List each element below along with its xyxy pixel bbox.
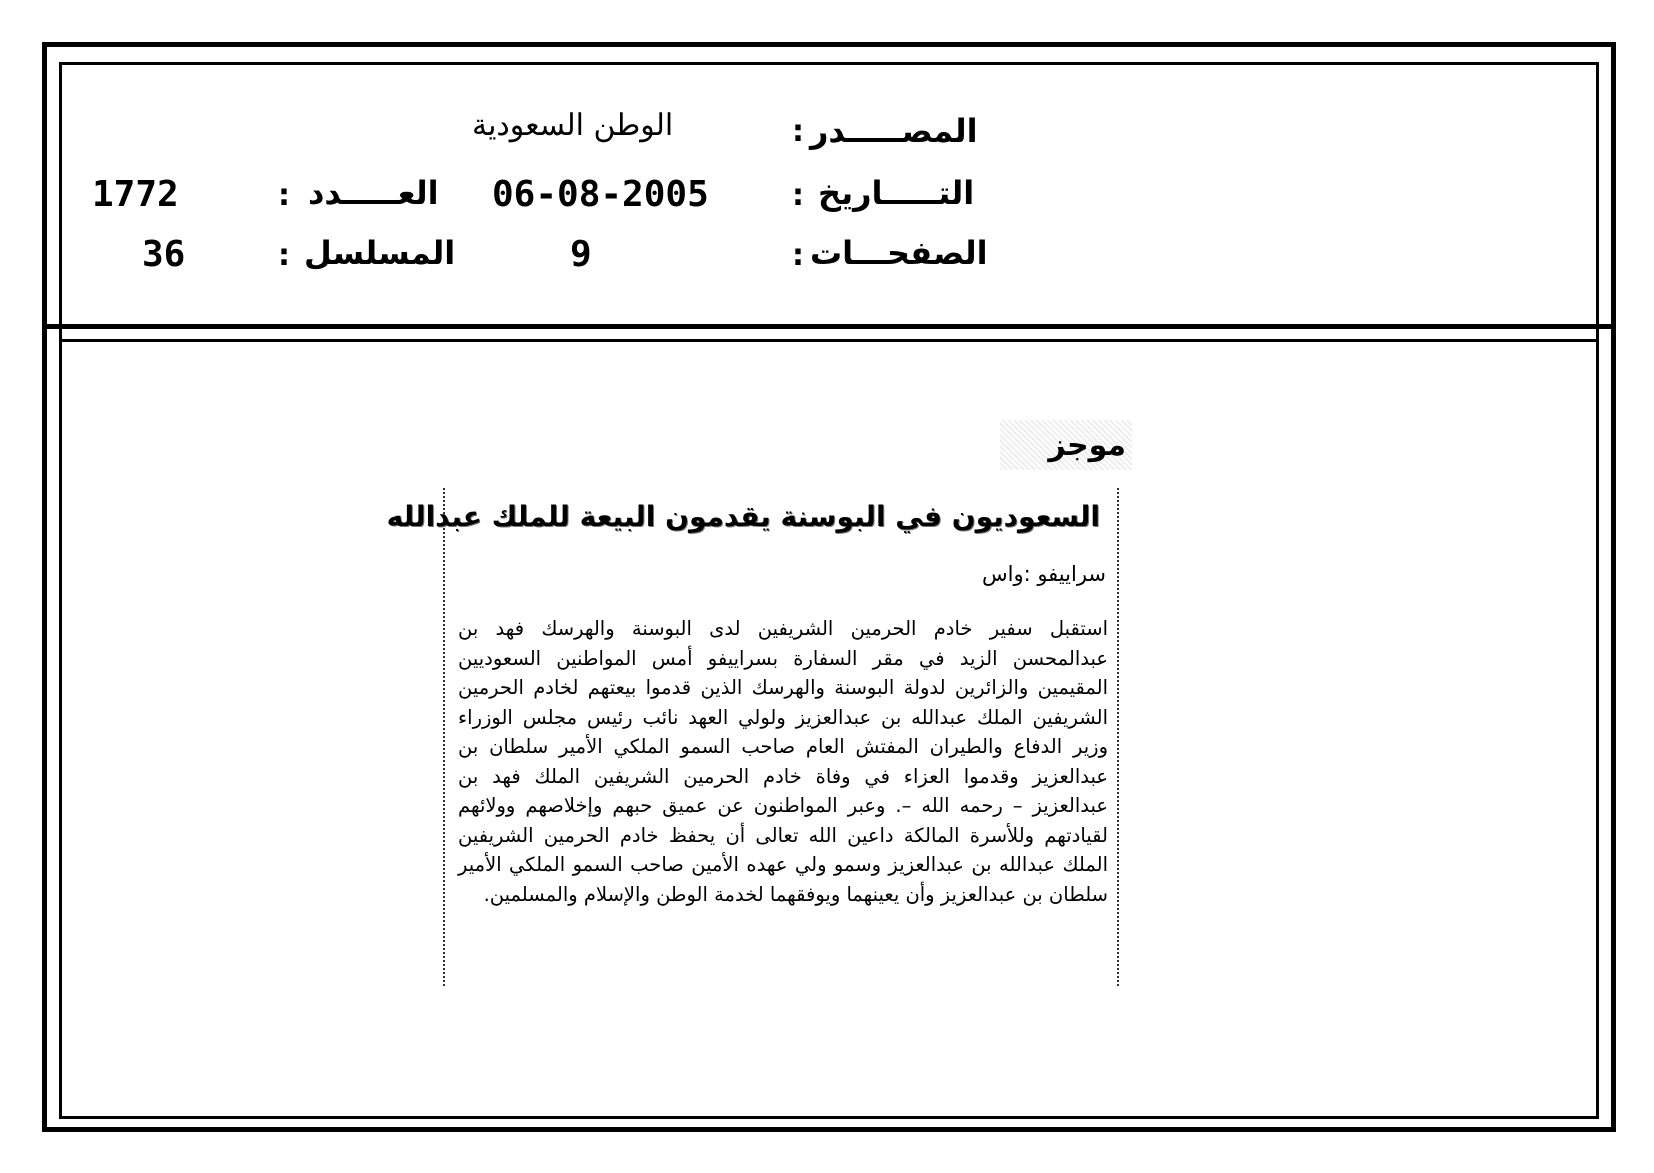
pages-label: الصفحـــات (810, 234, 988, 272)
issue-value: 1772 (92, 174, 179, 215)
pages-value: 9 (570, 234, 592, 275)
date-value: 06-08-2005 (492, 174, 709, 215)
serial-label: المسلسل (304, 234, 456, 272)
serial-value: 36 (142, 234, 186, 275)
section-label: موجز (1048, 427, 1126, 463)
article-body: استقبل سفير خادم الحرمين الشريفين لدى البوسنة والهرسك فهد بن عبدالمحسن الزيد في مقر السفارة بسراييفو أمس المواطنين السعوديين المقيمين والزائرين لدولة البوسنة والهرسك الذين قدموا بيعتهم لخادم الحرمين الشريفين الملك عبدالله بن عبدالعزيز ولولي العهد نائب رئيس مجلس الوزراء وزير الدفاع والطيران المفتش العام صاحب السمو الملكي الأمير سلطان بن عبدالعزيز وقدموا العزاء في وفاة خادم الحرمين الشريفين الملك فهد بن عبدالعزيز – رحمه الله –. وعبر المواطنون عن عميق حبهم وإخلاصهم وولائهم لقيادتهم وللأسرة المالكة داعين الله تعالى أن يحفظ خادم الحرمين الشريفين الملك عبدالله بن عبدالعزيز وسمو ولي عهده الأمين صاحب السمو الملكي الأمير سلطان بن عبدالعزيز وأن يعينهما ويوفقهما لخدمة الوطن والإسلام والمسلمين. (458, 617, 1108, 906)
pages-colon: : (792, 238, 804, 273)
source-value: الوطن السعودية (472, 108, 674, 143)
date-colon: : (792, 178, 804, 213)
header-divider-inner (59, 339, 1599, 342)
article-byline: سراييفو :واس (981, 562, 1106, 586)
section-tag (1000, 420, 1132, 470)
article-headline: السعوديون في البوسنة يقدمون البيعة للملك عبدالله (386, 500, 1100, 533)
issue-label: العـــــدد (308, 174, 439, 212)
serial-colon: : (278, 238, 290, 273)
issue-colon: : (278, 178, 290, 213)
header-divider (42, 324, 1616, 329)
source-label: المصـــــدر (810, 112, 978, 150)
date-label: التـــــاريخ (818, 174, 975, 212)
source-colon: : (792, 114, 804, 149)
